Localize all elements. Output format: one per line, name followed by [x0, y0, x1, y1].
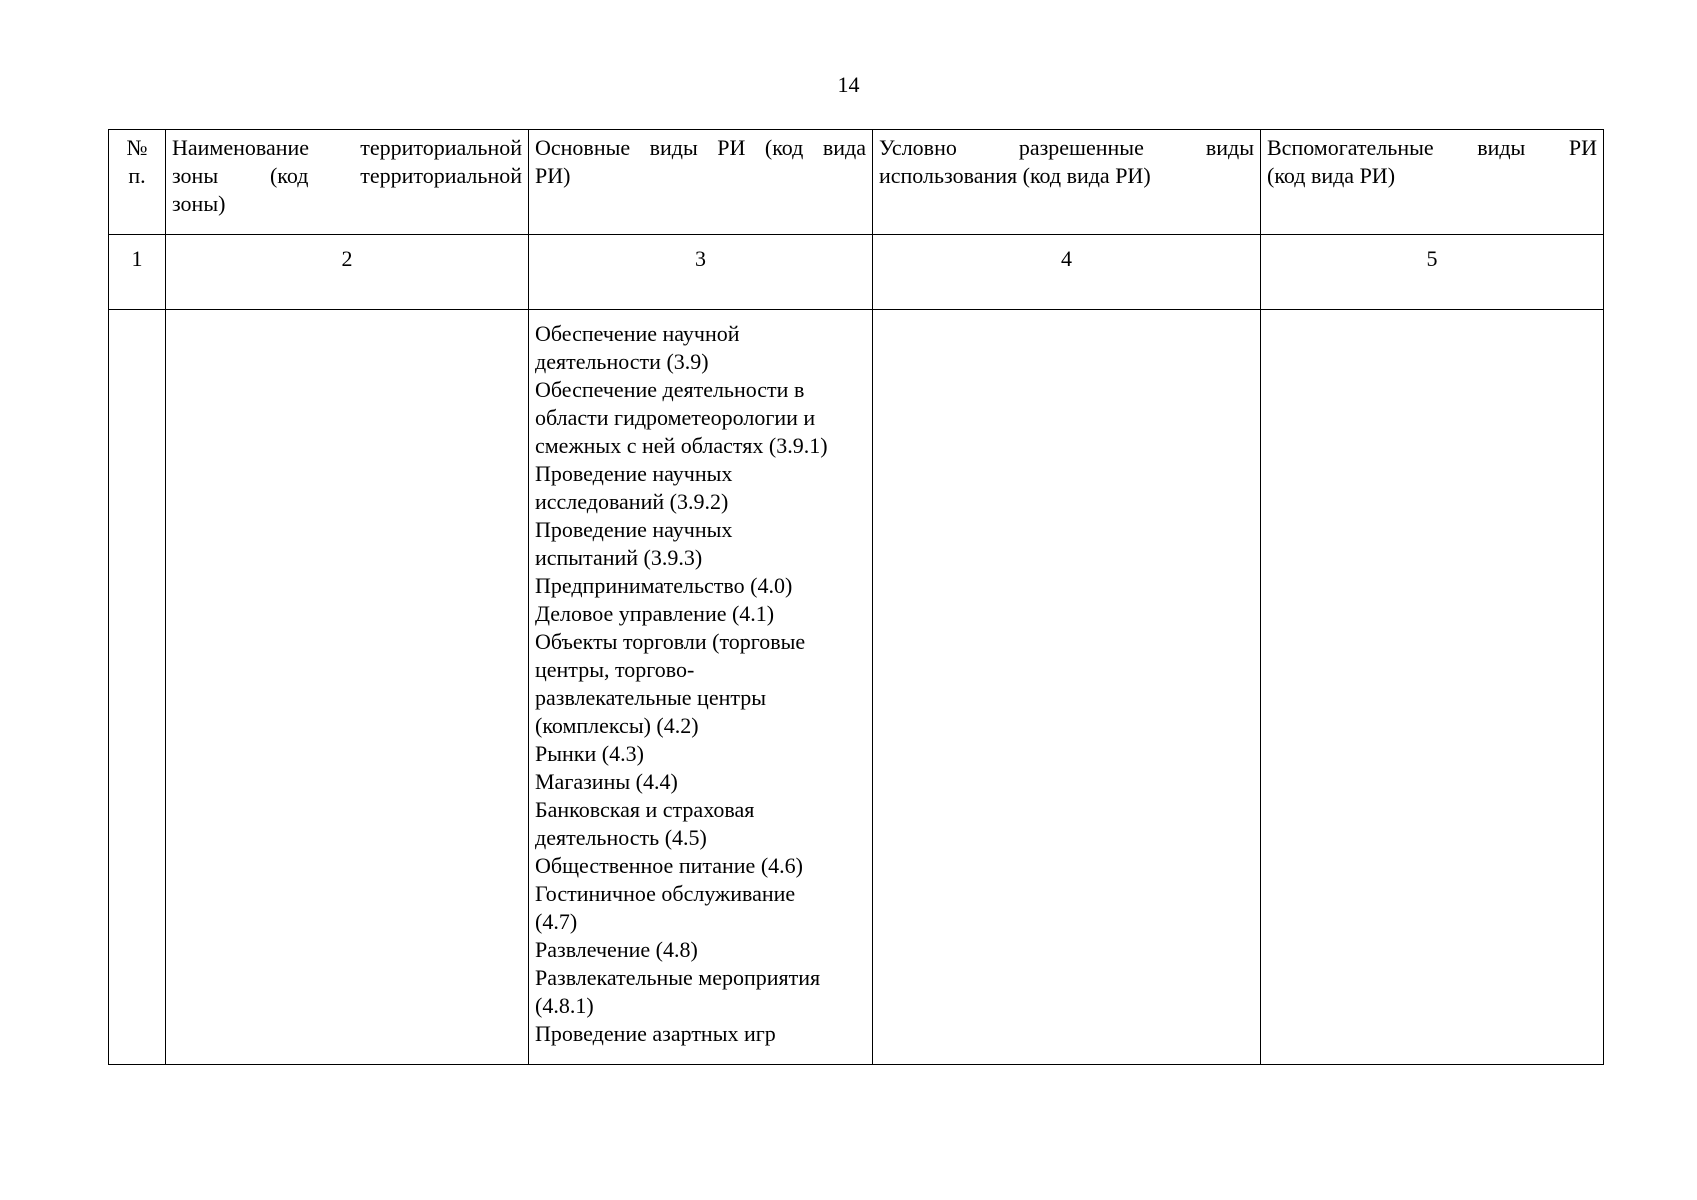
- list-item: Деловое управление (4.1): [535, 601, 775, 626]
- content-cell-conditional-uses: [873, 310, 1261, 1065]
- list-item: Проведение научных: [535, 517, 733, 542]
- list-item: деятельности (3.9): [535, 349, 709, 374]
- header-zone-line-3: зоны): [172, 191, 226, 216]
- header-auxiliary-line-2: (код вида РИ): [1267, 163, 1396, 188]
- content-cell-main-uses: [529, 310, 873, 1065]
- header-word: Условно: [879, 135, 957, 160]
- list-item: Проведение научных: [535, 461, 733, 486]
- table-header-row: [109, 130, 1604, 235]
- list-item: Проведение азартных игр: [535, 1021, 776, 1046]
- header-cell-auxiliary-uses: [1261, 130, 1604, 235]
- list-item: (4.8.1): [535, 993, 594, 1018]
- content-cell-number: [109, 310, 166, 1065]
- list-item: области гидрометеорологии и: [535, 405, 816, 430]
- header-zone-line-2: [172, 162, 522, 190]
- page-number: 14: [837, 72, 860, 97]
- list-item: развлекательные центры: [535, 685, 767, 710]
- header-word: виды: [649, 135, 698, 160]
- header-zone-line-1: [172, 134, 522, 162]
- column-number-cell: 3: [529, 235, 873, 310]
- column-number-row: [109, 235, 1604, 310]
- header-word: РИ: [717, 135, 746, 160]
- list-item: Обеспечение деятельности в: [535, 377, 805, 402]
- list-item: Предпринимательство (4.0): [535, 573, 793, 598]
- list-item: Магазины (4.4): [535, 769, 678, 794]
- list-item: (4.7): [535, 909, 578, 934]
- header-conditional-line-2: использования (код вида РИ): [879, 163, 1151, 188]
- list-item: Рынки (4.3): [535, 741, 644, 766]
- header-word: разрешенные: [1018, 135, 1144, 160]
- list-item: Развлечение (4.8): [535, 937, 698, 962]
- list-item: центры, торгово-: [535, 657, 695, 682]
- column-number-cell: 2: [166, 235, 529, 310]
- content-cell-zone-name: [166, 310, 529, 1065]
- list-item: (комплексы) (4.2): [535, 713, 699, 738]
- list-item: Обеспечение научной: [535, 321, 740, 346]
- header-auxiliary-line-1: [1267, 134, 1597, 162]
- header-word: территориальной: [360, 135, 522, 160]
- table-row: [109, 310, 1604, 1065]
- header-word: (код: [764, 135, 804, 160]
- column-number-cell: 4: [873, 235, 1261, 310]
- zones-table: [108, 129, 1604, 1065]
- column-number-cell: 1: [109, 235, 166, 310]
- list-item: деятельность (4.5): [535, 825, 707, 850]
- header-word: Основные: [535, 135, 631, 160]
- header-conditional-line-1: [879, 134, 1254, 162]
- header-cell-zone-name: [166, 130, 529, 235]
- header-word: вида: [822, 135, 866, 160]
- column-number-cell: 5: [1261, 235, 1604, 310]
- list-item: Общественное питание (4.6): [535, 853, 803, 878]
- header-word: Наименование: [172, 135, 310, 160]
- header-word: Вспомогательные: [1267, 135, 1434, 160]
- header-word: (код: [269, 163, 309, 188]
- list-item: исследований (3.9.2): [535, 489, 729, 514]
- header-cell-number: [109, 130, 166, 235]
- content-cell-auxiliary-uses: [1261, 310, 1604, 1065]
- header-word: РИ: [1568, 135, 1597, 160]
- header-word: виды: [1205, 135, 1254, 160]
- list-item: Банковская и страховая: [535, 797, 755, 822]
- list-item: Гостиничное обслуживание: [535, 881, 796, 906]
- header-number-abbrev: п.: [128, 163, 146, 188]
- list-item: смежных с ней областях (3.9.1): [535, 433, 828, 458]
- list-item: испытаний (3.9.3): [535, 545, 703, 570]
- list-item: Развлекательные мероприятия: [535, 965, 821, 990]
- header-word: виды: [1477, 135, 1526, 160]
- header-word: зоны: [172, 163, 219, 188]
- header-word: территориальной: [360, 163, 522, 188]
- list-item: Объекты торговли (торговые: [535, 629, 806, 654]
- header-cell-main-uses: [529, 130, 873, 235]
- header-main-line-1: [535, 134, 866, 162]
- header-cell-conditional-uses: [873, 130, 1261, 235]
- header-main-line-2: РИ): [535, 163, 571, 188]
- header-number-sign: №: [126, 135, 148, 160]
